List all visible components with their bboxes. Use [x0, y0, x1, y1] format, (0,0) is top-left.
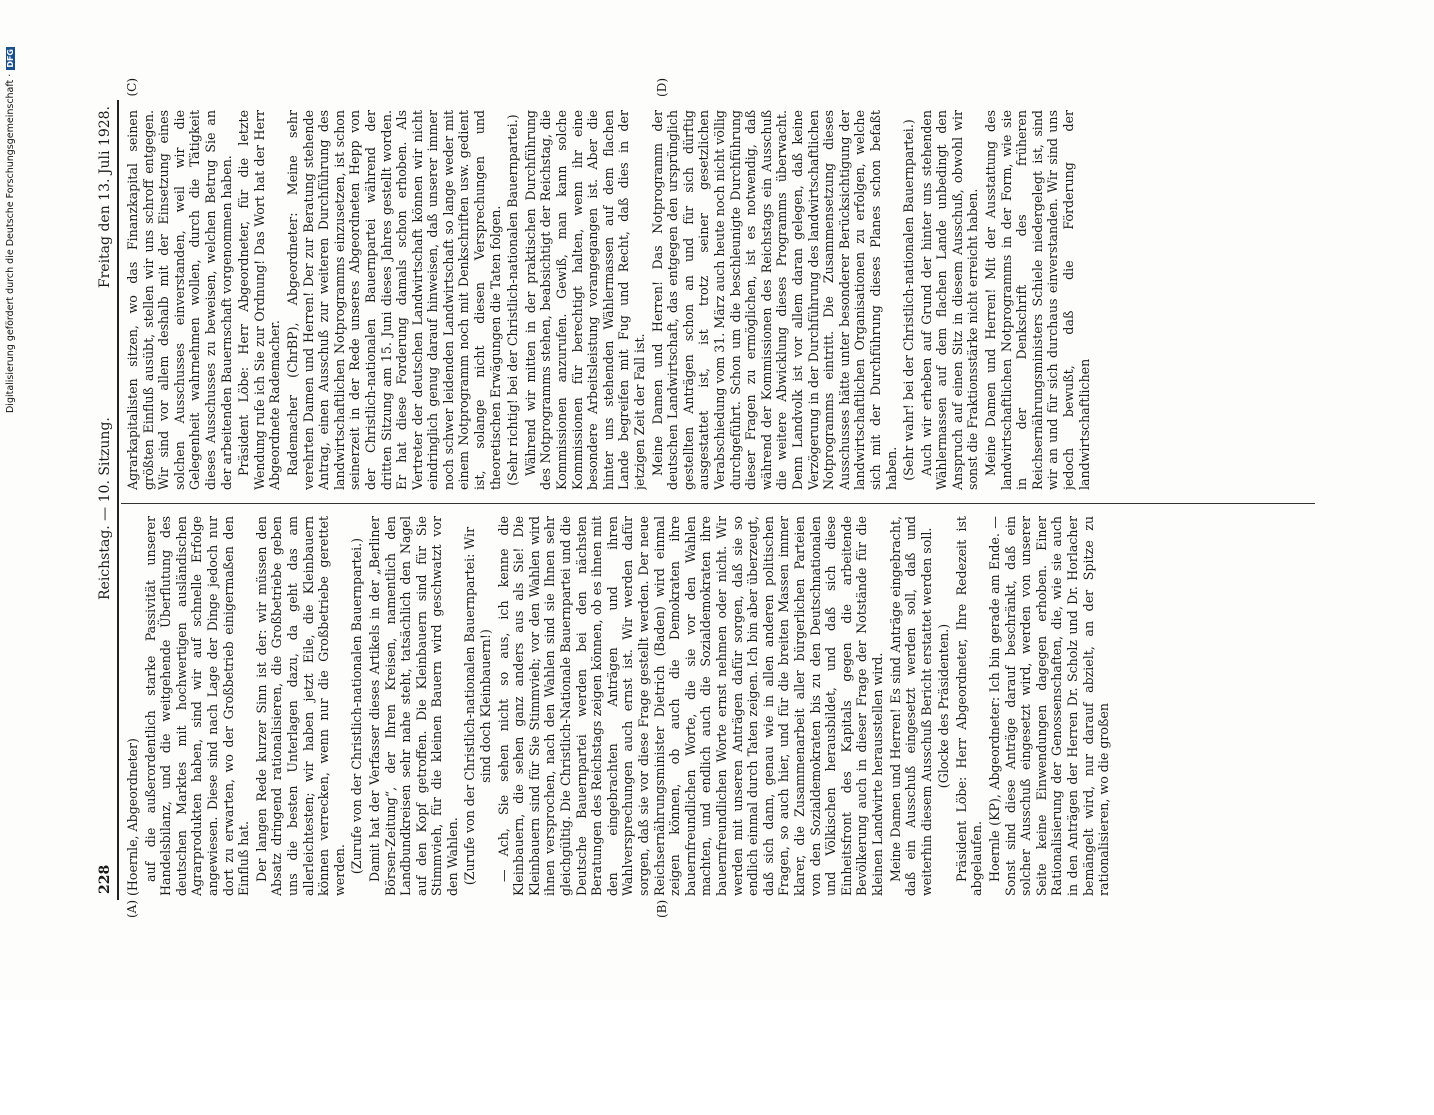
- digitization-sidebar: [2, 40, 16, 990]
- margin-marker-a: (A): [125, 899, 139, 918]
- page-number: 228: [97, 864, 113, 894]
- right-paragraph: Auch wir erheben auf Grund der hinter uns stehenden Wählermassen auf dem flachen Lande unbedingt den Anspruch auf einen Sitz in diesem Ausschuß, obwohl wir sonst die Fraktionsstärke nicht erreicht haben.: [918, 110, 981, 490]
- left-paragraph: — Ach, Sie sehen nicht so aus, ich kenne die Kleinbauern, die sehen ganz anders aus als Sie! Die Kleinbauern sind für Sie Stimmvieh; vor den Wahlen wird ihnen versprochen, nach den Wahlen sind sie Ihnen sehr gleichgültig. Die Christlich-Nationale Bauernpartei und die Deutsche Bauernpartei werden bei den nächsten Beratungen des Reichstags zeigen können, ob es ihnen mit den eingebrachten Anträgen und ihren Wahlversprechungen auch ernst ist. Wir werden dafür sorgen, daß sie vor diese Frage gestellt werden. Der neue Reichsernährungsminister Dietrich (Baden) wird einmal zeigen können, ob auch die Demokraten ihre bauernfreundlichen Worte, die sie vor den Wahlen machten, und endlich auch die Sozialdemokraten ihre bauernfreundlichen Worte ernst nehmen oder nicht. Wir werden mit unseren Anträgen dafür sorgen, daß sie so endlich einmal durch Taten zeigen. Ich bin aber überzeugt, daß sich dann, genau wie in allen anderen politischen Fragen, so auch hier, und für die breiten Massen immer klarer, die Zusammenarbeit aller bürgerlichen Parteien von den Sozialdemokraten bis zu den Deutschnationalen und Völkischen herausbildet, und daß sich diese Einheitsfront des Kapitals gegen die arbeitende Bevölkerung auch in dieser Frage der Notstände für die kleinen Landwirte herausstellen wird.: [495, 516, 885, 896]
- right-column: [125, 110, 1315, 490]
- digitization-credit: Digitalisierung gefördert durch die Deutsche Forschungsgemeinschaft ·: [5, 73, 16, 414]
- left-paragraph: auf die außerordentlich starke Passivität unserer Handelsbilanz, und die weitgehende Überflutung des deutschen Marktes mit hochwertigen ausländischen Agrarprodukten haben, sind wir auf schnelle Erfolge angewiesen. Diese sind nach Lage der Dinge jedoch nur dort zu erwarten, wo der Großbetrieb einigermaßen den Einfluß hat.: [142, 516, 252, 896]
- dfg-logo: DFG: [6, 49, 15, 68]
- right-paragraph: Meine Damen und Herren! Mit der Ausstattung des landwirtschaftlichen Notprogramms in der Form, wie sie in der Denkschrift des früheren Reichsernährungsministers Schiele niedergelegt ist, sind wir an und für sich durchaus einverstanden. Wir sind uns jedoch bewußt, daß die Förderung der landwirtschaftlichen: [983, 110, 1092, 490]
- digitization-note: [5, 47, 19, 987]
- page-title: Reichstag. — 10. Sitzung.: [97, 417, 113, 600]
- session-date: Freitag den 13. Juli 1928.: [97, 106, 113, 289]
- left-paragraph: (Hoernle, Abgeordneter): [125, 738, 140, 896]
- rotated-page: [97, 0, 1112, 1115]
- left-column: [125, 516, 1315, 896]
- margin-marker-d: (D): [655, 78, 669, 97]
- right-paragraph: Rademacher (ChrBP), Abgeordneter: Meine sehr verehrten Damen und Herren! Der zur Beratung stehende Antrag, einen Ausschuß zur weiteren Durchführung des landwirtschaftlichen Notprogramms einzusetzen, ist schon seinerzeit in der Rede unseres Abgeordneten Hepp von der Christlich-nationalen Bauernpartei während der dritten Sitzung am 15. Juni dieses Jahres gestellt worden. Er hat diese Forderung damals schon erhoben. Als Vertreter der deutschen Landwirtschaft können wir nicht eindringlich genug darauf hinweisen, daß unserer immer noch schwer leidenden Landwirtschaft so lange weder mit einem Notprogramm noch mit Denkschriften usw. gedient ist, solange nicht diesen Versprechungen und theoretischen Erwägungen die Taten folgen.: [284, 110, 503, 490]
- left-paragraph: Damit hat der Verfasser dieses Artikels in der „Berliner Börsen-Zeitung“, der Ihren Kreisen, namentlich den Landbundkreisen sehr nahe steht, tatsächlich den Nagel auf den Kopf getroffen. Die Kleinbauern sind für Sie Stimmvieh, für die kleinen Bauern wird geschwatzt vor den Wahlen.: [366, 516, 460, 896]
- left-paragraph: (Zurufe von der Christlich-nationalen Bauernpartei.): [349, 537, 365, 875]
- column-divider: [121, 503, 1315, 504]
- right-paragraph: Meine Damen und Herren! Das Notprogramm der deutschen Landwirtschaft, das entgegen den ursprünglich gestellten Anträgen schon an und für sich dürftig ausgestattet ist, ist trotz seiner gesetzlichen Verabschiedung vom 31. März auch heute noch nicht völlig durchgeführt. Schon um die beschleunigte Durchführung dieser Fragen zu ermöglichen, ist es notwendig, daß während der Kommissionen des Reichstags ein Ausschuß die weitere Abwicklung dieses Programms überwacht. Denn Landvolk ist vor allem daran gelegen, daß keine Verzögerung in der Durchführung des landwirtschaftlichen Notprogramms eintritt. Die Zusammensetzung dieses Ausschusses hätte unter besonderer Berücksichtigung der landwirtschaftlichen Organisationen zu erfolgen, welche sich mit der Durchführung dieses Planes schon befaßt haben.: [649, 110, 899, 490]
- left-paragraph: Präsident Löbe: Herr Abgeordneter, Ihre Redezeit ist abgelaufen.: [953, 516, 985, 896]
- margin-marker-c: (C): [125, 78, 139, 97]
- left-paragraph: (Glocke des Präsidenten.): [936, 623, 952, 789]
- left-paragraph: Hoernle (KP), Abgeordneter: Ich bin gerade am Ende. — Sonst sind diese Anträge darauf beschränkt, daß ein solcher Ausschuß eingesetzt wird, werden von unserer Seite keine Einwendungen dagegen erhoben. Einer Rationalisierung der Genossenschaften, die, wie sie auch in den Anträgen der Herren Dr. Scholz und Dr. Horlacher bemängelt wird, nur darauf abzielt, an der Spitze zu rationalisieren, wo die großen: [987, 516, 1112, 896]
- right-paragraph: (Sehr wahr! bei der Christlich-nationalen Bauernpartei.): [901, 119, 917, 481]
- left-paragraph: (Zurufe von der Christlich-nationalen Bauernpartei: Wir sind doch Kleinbauern!): [462, 526, 494, 886]
- page-header: [95, 100, 119, 900]
- page-content: [95, 78, 1325, 918]
- left-paragraph: Der langen Rede kurzer Sinn ist der: wir müssen den Absatz dringend rationalisieren, die Großbetriebe geben uns die besten Unterlagen dazu, da geht das am allerleichtesten; wir haben jetzt Eile, die Kleinbauern können verrecken, wenn nur die Großbetriebe gerettet werden.: [253, 516, 347, 896]
- left-paragraph: Meine Damen und Herren! Es sind Anträge eingebracht, daß ein Ausschuß eingesetzt werden soll, daß und weiterhin diesem Ausschuß Bericht erstattet werden soll.: [887, 516, 934, 896]
- right-paragraph: Während wir mitten in der praktischen Durchführung des Notprogramms stehen, beabsichtigt der Reichstag, die Kommissionen anzurufen. Gewiß, man kann solche Kommissionen für berechtigt halten, wenn ihr eine besondere Arbeitsleistung vorangegangen ist. Aber die hinter uns stehenden Wählermassen auf dem flachen Lande begreifen mit Fug und Recht, daß dies in der jetzigen Zeit der Fall ist.: [522, 110, 647, 490]
- right-paragraph: Agrarkapitalisten sitzen, wo das Finanzkapital seinen größten Einfluß ausübt, stellen wir uns schroff entgegen. Wir sind vor allem deshalb mit der Einsetzung eines solchen Ausschusses einverstanden, weil wir die Gelegenheit wahrnehmen wollen, durch die Tätigkeit dieses Ausschusses zu beweisen, welchen Betrug Sie an der arbeitenden Bauernschaft vorgenommen haben.: [125, 110, 234, 490]
- right-paragraph: Präsident Löbe: Herr Abgeordneter, für die letzte Wendung rufe ich Sie zur Ordnung! Das Wort hat der Herr Abgeordnete Rademacher.: [236, 110, 283, 490]
- right-paragraph: (Sehr richtig! bei der Christlich-nationalen Bauernpartei.): [505, 114, 521, 486]
- margin-marker-b: (B): [655, 899, 669, 918]
